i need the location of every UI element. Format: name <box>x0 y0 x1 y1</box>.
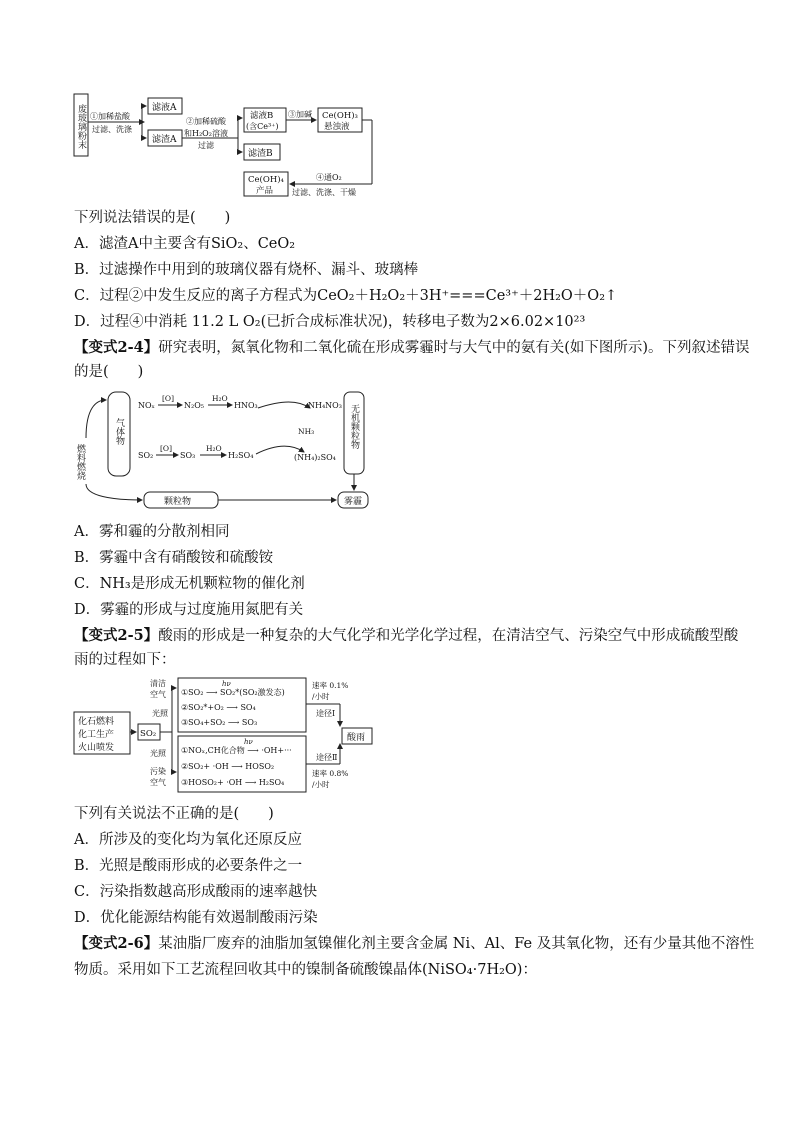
hv-label-1: hν <box>222 680 231 688</box>
q2-option-b: B．雾霾中含有硝酸铵和硫酸铵 <box>74 550 274 566</box>
source-1: 化石燃料 <box>78 717 115 727</box>
n2o5-label: N₂O₅ <box>184 401 204 410</box>
input-label: 废玻璃粉末 <box>76 104 86 149</box>
so3-label: SO₃ <box>180 451 196 460</box>
rate-2b: /小时 <box>312 780 330 789</box>
step2c-label: 过滤 <box>198 141 214 150</box>
suspension-2: 悬浊液 <box>324 122 350 132</box>
o-label-1: [O] <box>162 394 175 403</box>
clean-reaction-3: ③SO₄+SO₂ ⟶ SO₃ <box>181 718 258 727</box>
nh3-label: NH₃ <box>298 427 315 436</box>
clean-reaction-1: ①SO₂ ⟶ SO₂*(SO₂激发态) <box>181 688 285 697</box>
light-2: 光照 <box>150 749 166 758</box>
q3-ask: 下列有关说法不正确的是( ) <box>74 806 274 822</box>
h2o-label-1: H₂O <box>212 394 228 403</box>
q2-stem2: 的是( ) <box>74 364 144 380</box>
clean-reaction-2: ②SO₂*+O₂ ⟶ SO₄ <box>181 703 256 712</box>
nox-label: NOₓ <box>138 401 155 410</box>
light-1: 光照 <box>152 709 168 718</box>
q3-stem1: 酸雨的形成是一种复杂的大气化学和光学化学过程，在清洁空气、污染空气中形成硫酸型酸 <box>158 628 739 644</box>
dirty-reaction-3: ③HOSO₂+ ·OH ⟶ H₂SO₄ <box>181 778 285 787</box>
product-1: Ce(OH)₄ <box>248 175 284 185</box>
nh4no3-label: NH₄NO₃ <box>308 401 342 410</box>
q2-option-c: C．NH₃是形成无机颗粒物的催化剂 <box>74 576 305 592</box>
q3-option-a: A．所涉及的变化均为氧化还原反应 <box>74 832 302 848</box>
rate-1a: 速率 0.1% <box>312 681 349 690</box>
q4-tag: 【变式2-6】 <box>74 935 159 952</box>
rate-2a: 速率 0.8% <box>312 769 349 778</box>
residue-a: 滤渣A <box>152 135 177 145</box>
acid-rain-label: 酸雨 <box>347 733 366 743</box>
dirty-1: 污染 <box>150 767 166 776</box>
h2so4-label: H₂SO₄ <box>228 451 254 460</box>
q2-stem-line1 <box>74 338 750 358</box>
rate-1b: /小时 <box>312 692 330 701</box>
product-2: 产品 <box>256 186 274 196</box>
q1-option-a: A．滤渣A中主要含有SiO₂、CeO₂ <box>74 236 296 252</box>
q3-option-b: B．光照是酸雨形成的必要条件之一 <box>74 858 303 874</box>
dirty-reaction-1: ①NOₓ,CH化合物 ⟶ ·OH+··· <box>181 746 292 755</box>
so2-box-label: SO₂ <box>140 729 157 739</box>
o-label-2: [O] <box>160 444 173 453</box>
q3-option-c: C．污染指数越高形成酸雨的速率越快 <box>74 884 318 900</box>
step4a-label: ④通O₂ <box>316 173 342 182</box>
fuel-label: 燃料燃烧 <box>75 444 85 480</box>
q1-option-b: B．过滤操作中用到的玻璃仪器有烧杯、漏斗、玻璃棒 <box>74 262 419 278</box>
step2b-label: 和H₂O₂溶液 <box>184 129 228 138</box>
source-2: 化工生产 <box>78 730 115 740</box>
q4-stem-line1 <box>74 934 754 954</box>
smog-formation-diagram <box>72 388 372 516</box>
q4-stem1: 某油脂厂废弃的油脂加氢镍催化剂主要含金属 Ni、Al、Fe 及其氧化物，还有少量其他不溶性 <box>158 936 755 952</box>
step2a-label: ②加稀硫酸 <box>186 117 226 126</box>
filtrate-a: 滤液A <box>152 103 177 113</box>
step1-label: ①加稀盐酸 <box>90 112 130 121</box>
dirty-reaction-2: ②SO₂+ ·OH ⟶ HOSO₂ <box>181 762 275 771</box>
q2-option-d: D．雾霾的形成与过度施用氮肥有关 <box>74 602 304 618</box>
gas-label: 气体物 <box>114 418 124 445</box>
q4-stem2: 物质。采用如下工艺流程回收其中的镍制备硫酸镍晶体(NiSO₄·7H₂O)： <box>74 962 537 978</box>
so2-label: SO₂ <box>138 451 154 460</box>
q1-stem: 下列说法错误的是( ) <box>74 210 231 226</box>
hv-label-2: hν <box>244 738 253 746</box>
q1-option-c: C．过程②中发生反应的离子方程式为CeO₂＋H₂O₂＋3H⁺===Ce³⁺＋2H₂O＋O₂↑ <box>74 288 618 304</box>
clean-2: 空气 <box>150 690 166 699</box>
q3-tag: 【变式2-5】 <box>74 627 159 644</box>
step3-label: ③加碱 <box>288 110 312 119</box>
step4b-label: 过滤、洗涤、干燥 <box>292 188 356 197</box>
h2o-label-2: H₂O <box>206 444 222 453</box>
q2-tag: 【变式2-4】 <box>74 339 159 356</box>
inorganic-label: 无机颗粒物 <box>349 404 359 449</box>
filtrate-b: 滤液B <box>250 111 274 121</box>
q2-stem1: 研究表明，氮氧化物和二氧化硫在形成雾霾时与大气中的氨有关(如下图所示)。下列叙述错误 <box>158 340 750 356</box>
hno3-label: HNO₃ <box>234 401 258 410</box>
residue-b: 滤渣B <box>248 149 273 159</box>
q3-stem-line1 <box>74 626 738 646</box>
q3-stem2: 雨的过程如下： <box>74 652 176 668</box>
nh4so4-label: (NH₄)₂SO₄ <box>294 453 336 462</box>
path-2: 途径Ⅱ <box>316 753 338 762</box>
q2-option-a: A．雾和霾的分散剂相同 <box>74 524 230 540</box>
q1-option-d: D．过程④中消耗 11.2 L O₂(已折合成标准状况)，转移电子数为2×6.02×10²³ <box>74 314 586 330</box>
path-1: 途径Ⅰ <box>316 709 336 718</box>
source-3: 火山喷发 <box>78 743 115 753</box>
process-flow-diagram-1 <box>70 92 390 202</box>
suspension-1: Ce(OH)₃ <box>322 111 358 121</box>
dirty-2: 空气 <box>150 778 166 787</box>
smog-label: 雾霾 <box>344 497 363 507</box>
particles-label: 颗粒物 <box>164 497 192 507</box>
filtrate-b-note: (含Ce³⁺) <box>246 122 279 131</box>
acid-rain-diagram <box>72 676 388 800</box>
q3-option-d: D．优化能源结构能有效遏制酸雨污染 <box>74 910 318 926</box>
step1b-label: 过滤、洗涤 <box>92 125 132 134</box>
clean-1: 清洁 <box>150 679 166 688</box>
